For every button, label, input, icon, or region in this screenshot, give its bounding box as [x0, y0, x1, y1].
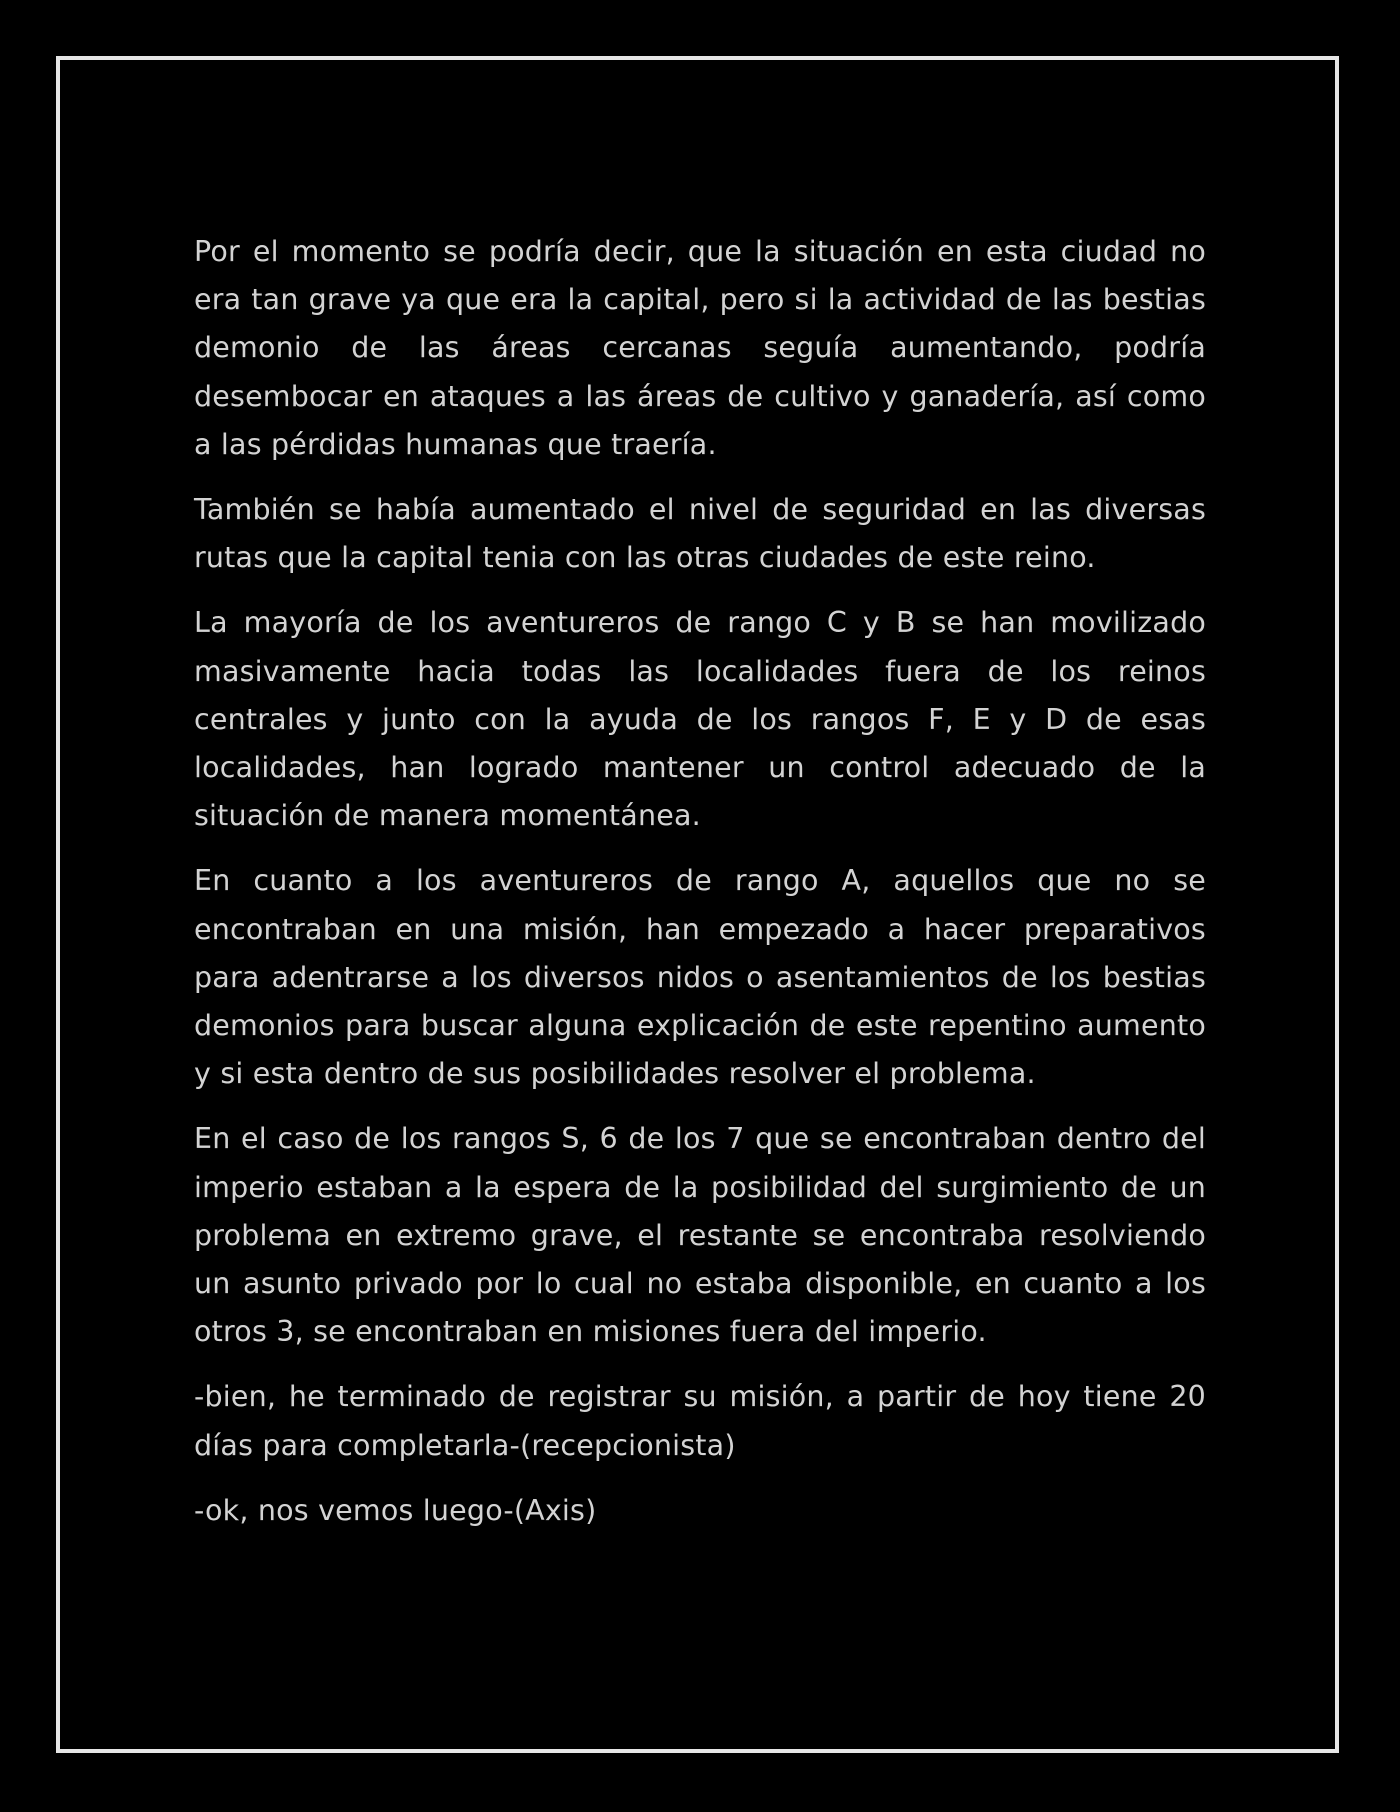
paragraph: En cuanto a los aventureros de rango A, aquellos que no se encontraban en una misión, han empezado a hacer preparativos para adentrarse a los diversos nidos o asentamientos de los bestias demonios para buscar alguna explicación de este repentino aumento y si esta dentro de sus posibilidades resolver el problema.	[194, 864, 1206, 1091]
paragraph: -bien, he terminado de registrar su misión, a partir de hoy tiene 20 días para completarla-(recepcionista)	[194, 1380, 1206, 1462]
paragraph: -ok, nos vemos luego-(Axis)	[194, 1493, 597, 1527]
paragraph: También se había aumentado el nivel de seguridad en las diversas rutas que la capital tenia con las otras ciudades de este reino.	[194, 493, 1206, 575]
paragraph: Por el momento se podría decir, que la situación en esta ciudad no era tan grave ya que era la capital, pero si la actividad de las bestias demonio de las áreas cercanas seguía aumentando, podría desembocar en ataques a las áreas de cultivo y ganadería, así como a las pérdidas humanas que traería.	[194, 235, 1206, 461]
paragraph: En el caso de los rangos S, 6 de los 7 que se encontraban dentro del imperio estaban a la espera de la posibilidad del surgimiento de un problema en extremo grave, el restante se encontraba resolviendo un asunto privado por lo cual no estaba disponible, en cuanto a los otros 3, se encontraban en misiones fuera del imperio.	[194, 1122, 1206, 1349]
paragraph: La mayoría de los aventureros de rango C y B se han movilizado masivamente hacia todas las localidades fuera de los reinos centrales y junto con la ayuda de los rangos F, E y D de esas localidades, han logrado mantener un control adecuado de la situación de manera momentánea.	[194, 606, 1206, 833]
story-text	[194, 228, 1206, 1552]
